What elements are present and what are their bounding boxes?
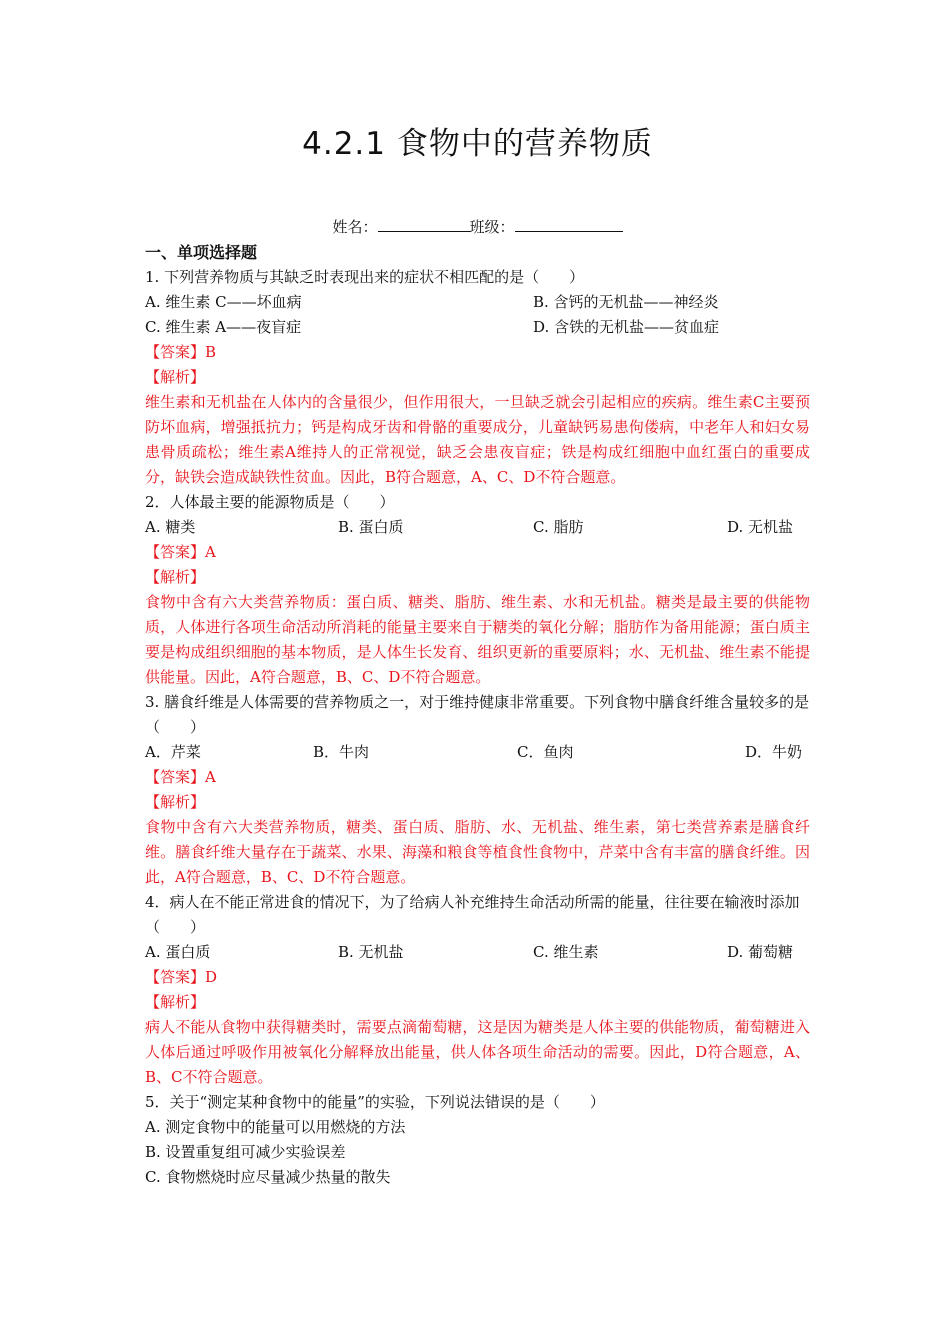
analysis-4: 病人不能从食物中获得糖类时，需要点滴葡萄糖，这是因为糖类是人体主要的供能物质，葡萄糖进入人体后通过呼吸作用被氧化分解释放出能量，供人体各项生命活动的需要。因此，D符合题意，A、B、C不符合题意。 xyxy=(145,1018,810,1086)
class-label: 班级： xyxy=(469,218,515,236)
option-d: D. 葡萄糖 xyxy=(727,943,794,961)
option-a: A. 测定食物中的能量可以用燃烧的方法 xyxy=(145,1118,406,1136)
option-b: B. 无机盐 xyxy=(338,943,404,961)
analysis-label-3: 【解析】 xyxy=(145,793,206,811)
question-3-options xyxy=(145,740,810,765)
question-1-options-row2 xyxy=(145,315,810,340)
question-4-stem: 4．病人在不能正常进食的情况下，为了给病人补充维持生命活动所需的能量，往往要在输液时添加（ ） xyxy=(145,893,800,936)
question-list xyxy=(145,240,810,1190)
option-d: D. 无机盐 xyxy=(727,518,794,536)
answer-2: 【答案】A xyxy=(145,543,216,561)
option-d: D. 含铁的无机盐——贫血症 xyxy=(533,318,720,336)
analysis-3: 食物中含有六大类营养物质，糖类、蛋白质、脂肪、水、无机盐、维生素，第七类营养素是膳食纤维。膳食纤维大量存在于蔬菜、水果、海藻和粮食等植食性食物中，芹菜中含有丰富的膳食纤维。因此，A符合题意，B、C、D不符合题意。 xyxy=(145,818,810,886)
option-c: C. 食物燃烧时应尽量减少热量的散失 xyxy=(145,1168,391,1186)
question-2-options xyxy=(145,515,810,540)
page-title: 4.2.1 食物中的营养物质 xyxy=(302,126,653,162)
option-c: C. 维生素 xyxy=(533,943,599,961)
name-label: 姓名： xyxy=(332,218,378,236)
analysis-label-2: 【解析】 xyxy=(145,568,206,586)
option-b: B. 蛋白质 xyxy=(338,518,404,536)
option-a: A. 维生素 C——坏血病 xyxy=(145,293,302,311)
question-3-stem: 3. 膳食纤维是人体需要的营养物质之一，对于维持健康非常重要。下列食物中膳食纤维含量较多的是（ ） xyxy=(145,693,810,736)
question-4-options xyxy=(145,940,810,965)
option-b: B. 设置重复组可减少实验误差 xyxy=(145,1143,346,1161)
option-d: D．牛奶 xyxy=(745,743,803,761)
option-c: C. 维生素 A——夜盲症 xyxy=(145,318,302,336)
student-info xyxy=(145,216,810,237)
option-a: A. 蛋白质 xyxy=(145,943,211,961)
answer-1: 【答案】B xyxy=(145,343,217,361)
analysis-label-4: 【解析】 xyxy=(145,993,206,1011)
answer-3: 【答案】A xyxy=(145,768,216,786)
option-a: A．芹菜 xyxy=(145,743,201,761)
analysis-1: 维生素和无机盐在人体内的含量很少，但作用很大，一旦缺乏就会引起相应的疾病。维生素C主要预防坏血病，增强抵抗力；钙是构成牙齿和骨骼的重要成分，儿童缺钙易患佝偻病，中老年人和妇女易患骨质疏松；维生素A维持人的正常视觉，缺乏会患夜盲症；铁是构成红细胞中血红蛋白的重要成分，缺铁会造成缺铁性贫血。因此，B符合题意，A、C、D不符合题意。 xyxy=(145,393,810,486)
option-c: C. 脂肪 xyxy=(533,518,584,536)
analysis-2: 食物中含有六大类营养物质：蛋白质、糖类、脂肪、维生素、水和无机盐。糖类是最主要的供能物质，人体进行各项生命活动所消耗的能量主要来自于糖类的氧化分解；脂肪作为备用能源；蛋白质主要是构成组织细胞的基本物质，是人体生长发育、组织更新的重要原料；水、无机盐、维生素不能提供能量。因此，A符合题意，B、C、D不符合题意。 xyxy=(145,593,810,686)
option-b: B. 含钙的无机盐——神经炎 xyxy=(533,293,719,311)
analysis-label-1: 【解析】 xyxy=(145,368,206,386)
option-c: C．鱼肉 xyxy=(517,743,574,761)
answer-4: 【答案】D xyxy=(145,968,218,986)
option-b: B．牛肉 xyxy=(313,743,370,761)
section-heading: 一、单项选择题 xyxy=(145,243,258,262)
class-blank[interactable] xyxy=(515,217,623,232)
question-1-stem: 1. 下列营养物质与其缺乏时表现出来的症状不相匹配的是（ ） xyxy=(145,268,585,286)
name-blank[interactable] xyxy=(378,217,470,232)
question-5-stem: 5．关于“测定某种食物中的能量”的实验，下列说法错误的是（ ） xyxy=(145,1093,605,1111)
question-2-stem: 2．人体最主要的能源物质是（ ） xyxy=(145,493,395,511)
question-1-options-row1 xyxy=(145,290,810,315)
option-a: A. 糖类 xyxy=(145,518,196,536)
